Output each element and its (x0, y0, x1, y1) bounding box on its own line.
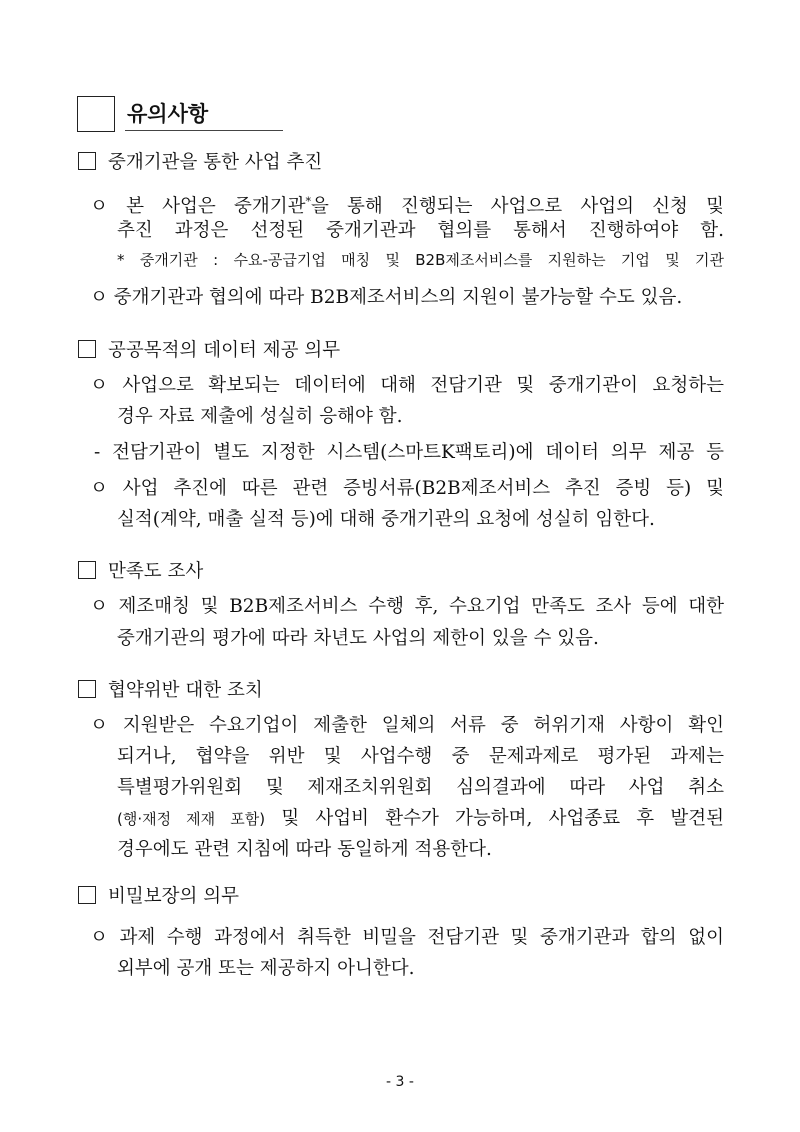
bullet-item: ㅇ 제조매칭 및 B2B제조서비스 수행 후, 수요기업 만족도 조사 등에 대한 (90, 596, 724, 617)
title-underline (125, 130, 283, 131)
dash-item: - 전담기관이 별도 지정한 시스템(스마트K팩토리)에 데이터 의무 제공 등 (94, 442, 724, 463)
bullet-continuation: (행·재정 제재 포함) 및 사업비 환수가 가능하며, 사업종료 후 발견된 (117, 808, 724, 829)
bullet-item: ㅇ 사업 추진에 따른 관련 증빙서류(B2B제조서비스 추진 증빙 등) 및 (90, 478, 724, 499)
bullet-continuation: 경우에도 관련 지침에 따라 동일하게 적용한다. (117, 839, 492, 860)
checkbox-square-icon (78, 886, 96, 904)
section-heading: 비밀보장의 의무 (78, 885, 239, 909)
bullet-item: ㅇ 지원받은 수요기업이 제출한 일체의 서류 중 허위기재 사항이 확인 (90, 715, 724, 736)
bullet-continuation: 경우 자료 제출에 성실히 응해야 함. (117, 406, 403, 427)
bullet-continuation: 되거나, 협약을 위반 및 사업수행 중 문제과제로 평가된 과제는 (117, 746, 724, 767)
page-title: 유의사항 (127, 102, 209, 126)
bullet-continuation: 추진 과정은 선정된 중개기관과 협의를 통해서 진행하여야 함. (117, 220, 724, 241)
bullet-continuation: 중개기관의 평가에 따라 차년도 사업의 제한이 있을 수 있음. (117, 628, 599, 649)
bullet-item: ㅇ 사업으로 확보되는 데이터에 대해 전담기관 및 중개기관이 요청하는 (90, 375, 724, 396)
inline-note: (행·재정 제재 포함) (117, 810, 266, 828)
title-box (77, 96, 115, 132)
page-number: - 3 - (386, 1074, 414, 1090)
checkbox-square-icon (78, 340, 96, 358)
section-heading: 협약위반 대한 조치 (78, 679, 263, 703)
checkbox-square-icon (78, 561, 96, 579)
section-heading: 공공목적의 데이터 제공 의무 (78, 339, 340, 363)
section-heading: 중개기관을 통한 사업 추진 (78, 151, 322, 175)
bullet-continuation: 특별평가위원회 및 제재조치위원회 심의결과에 따라 사업 취소 (117, 777, 724, 798)
checkbox-square-icon (78, 680, 96, 698)
bullet-continuation: 외부에 공개 또는 제공하지 아니한다. (117, 958, 415, 979)
checkbox-square-icon (78, 152, 96, 170)
bullet-item: ㅇ 본 사업은 중개기관*을 통해 진행되는 사업으로 사업의 신청 및 (90, 195, 725, 218)
section-heading: 만족도 조사 (78, 560, 203, 584)
bullet-item: ㅇ 중개기관과 협의에 따라 B2B제조서비스의 지원이 불가능할 수도 있음. (90, 287, 683, 308)
bullet-continuation: 실적(계약, 매출 실적 등)에 대해 중개기관의 요청에 성실히 임한다. (117, 509, 655, 530)
bullet-item: ㅇ 과제 수행 과정에서 취득한 비밀을 전담기관 및 중개기관과 합의 없이 (90, 927, 724, 948)
footnote: * 중개기관 : 수요-공급기업 매칭 및 B2B제조서비스를 지원하는 기업 및 기관 (117, 251, 724, 269)
